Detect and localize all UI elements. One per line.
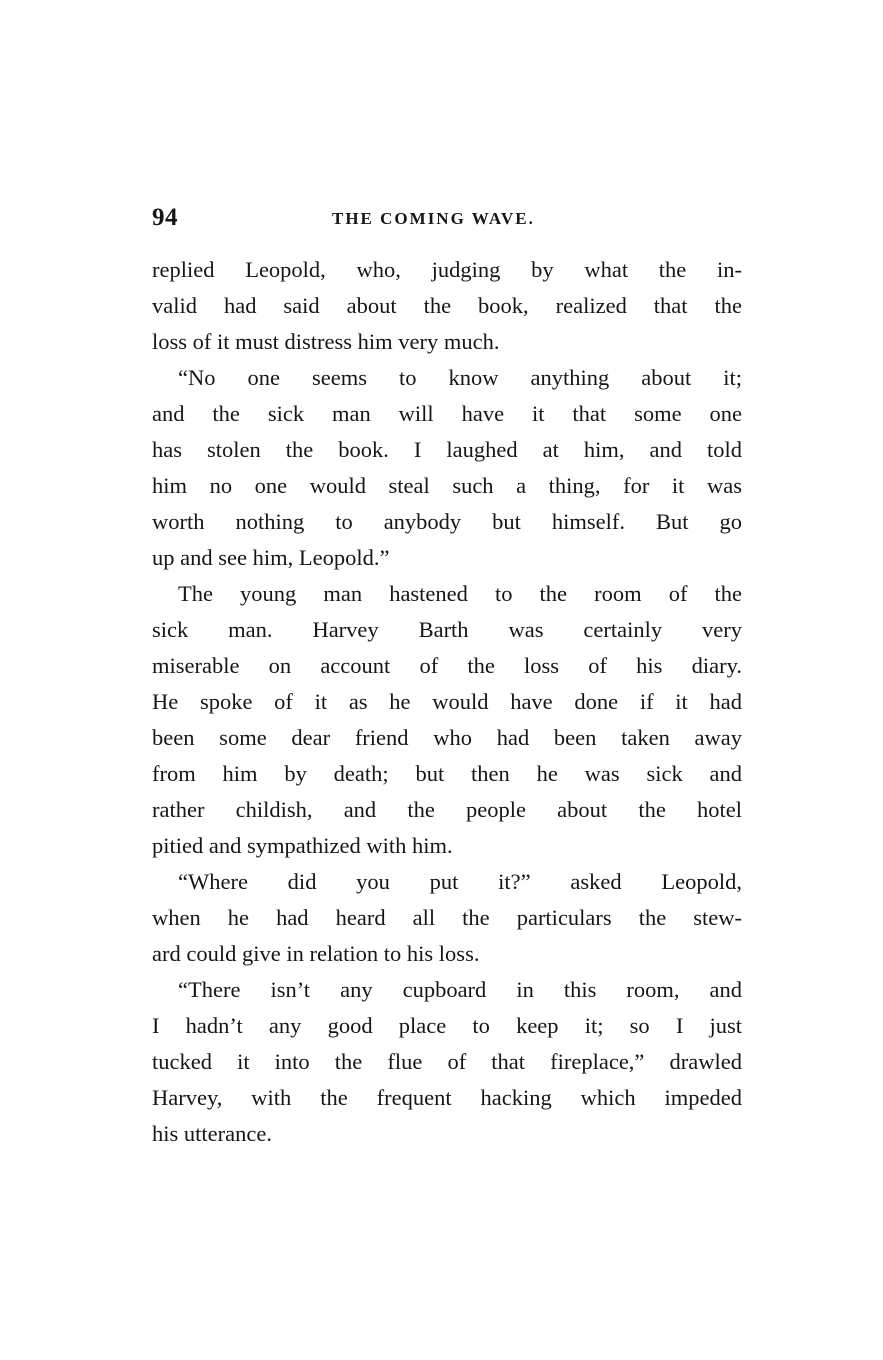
text-line: Harvey, with the frequent hacking which impeded: [152, 1085, 742, 1110]
text-line: I hadn’t any good place to keep it; so I just: [152, 1013, 742, 1038]
text-line: miserable on account of the loss of his diary.: [152, 653, 742, 678]
text-line: sick man. Harvey Barth was certainly very: [152, 617, 742, 642]
text-line: ard could give in relation to his loss.: [152, 941, 480, 966]
body-text: [152, 252, 742, 1152]
text-line: his utterance.: [152, 1121, 272, 1146]
running-title: THE COMING WAVE.: [332, 209, 535, 228]
text-line: when he had heard all the particulars the stew-: [152, 905, 742, 930]
text-line: rather childish, and the people about the hotel: [152, 797, 742, 822]
text-line: “No one seems to know anything about it;: [178, 365, 742, 390]
text-line: He spoke of it as he would have done if it had: [152, 689, 742, 714]
text-line: has stolen the book. I laughed at him, and told: [152, 437, 742, 462]
page-number: 94: [152, 204, 178, 231]
text-line: been some dear friend who had been taken away: [152, 725, 742, 750]
text-line: “There isn’t any cupboard in this room, and: [178, 977, 742, 1002]
text-line: valid had said about the book, realized that the: [152, 293, 742, 318]
text-line: from him by death; but then he was sick and: [152, 761, 742, 786]
page-header: [152, 200, 742, 240]
text-line: up and see him, Leopold.”: [152, 545, 390, 570]
text-line: “Where did you put it?” asked Leopold,: [178, 869, 742, 894]
text-line: replied Leopold, who, judging by what the in-: [152, 257, 742, 282]
text-line: worth nothing to anybody but himself. But go: [152, 509, 742, 534]
text-line: The young man hastened to the room of the: [178, 581, 742, 606]
text-line: loss of it must distress him very much.: [152, 329, 500, 354]
text-line: and the sick man will have it that some one: [152, 401, 742, 426]
text-line: tucked it into the flue of that fireplace,” drawled: [152, 1049, 742, 1074]
text-line: pitied and sympathized with him.: [152, 833, 453, 858]
text-line: him no one would steal such a thing, for it was: [152, 473, 742, 498]
